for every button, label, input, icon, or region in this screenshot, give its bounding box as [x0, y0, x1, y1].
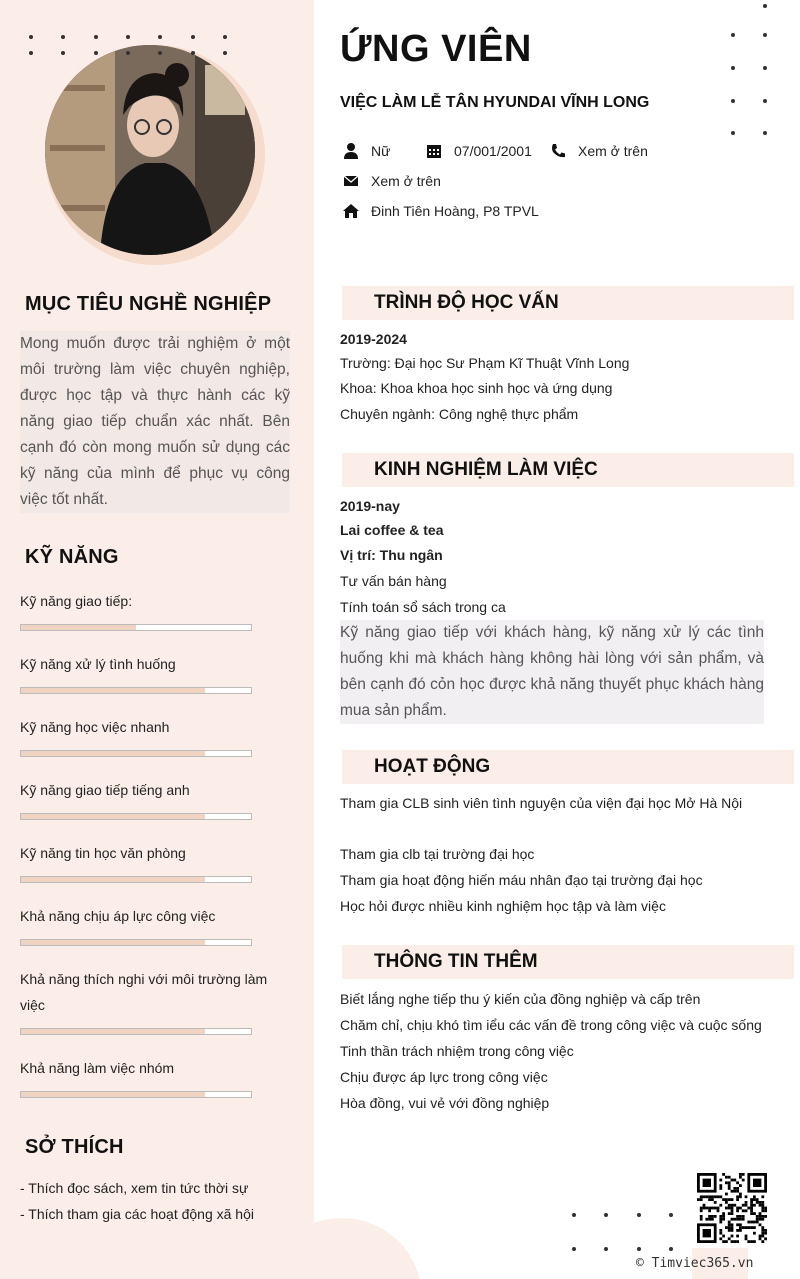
decorative-dot — [572, 1213, 576, 1217]
decorative-dot — [763, 66, 767, 70]
education-title: TRÌNH ĐỘ HỌC VẤN — [374, 292, 559, 313]
skill-bar — [20, 876, 252, 883]
skill-bar — [20, 687, 252, 694]
calendar-icon — [425, 142, 443, 160]
skill-bar — [20, 624, 252, 631]
decorative-dot — [731, 66, 735, 70]
decorative-dot — [604, 1247, 608, 1251]
activity-item: Học hỏi được nhiều kinh nghiệm học tập và làm việc — [340, 898, 666, 914]
decorative-dot — [223, 51, 227, 55]
objective-text: Mong muốn được trải nghiệm ở một môi trường làm việc chuyên nghiệp, được học tập và thực hành các kỹ năng giao tiếp chuẩn xác nhất. Bên cạnh đó còn mong muốn sử dụng các kỹ năng của mình để phục vụ công việc tốt nhất. — [20, 331, 290, 513]
decorative-dot — [126, 35, 130, 39]
skill-label: Kỹ năng giao tiếp: — [20, 593, 133, 609]
decorative-dot — [637, 1213, 641, 1217]
skill-label: Kỹ năng tin học văn phòng — [20, 845, 186, 861]
activity-item: Tham gia CLB sinh viên tình nguyện của viện đại học Mở Hà Nội — [340, 795, 743, 811]
footer-brand: © Timviec365.vn — [636, 1256, 754, 1271]
skill-label: Khả năng chịu áp lực công việc — [20, 908, 216, 924]
decorative-dot — [637, 1247, 641, 1251]
experience-task: Tư vấn bán hàng — [340, 573, 447, 589]
additional-title: THÔNG TIN THÊM — [374, 951, 538, 972]
activity-item: Tham gia hoạt động hiến máu nhân đạo tại trường đại học — [340, 872, 703, 888]
skill-bar — [20, 1028, 252, 1035]
decorative-dot — [763, 99, 767, 103]
skill-label: Kỹ năng xử lý tình huống — [20, 656, 176, 672]
skill-label: Khả năng thích nghi với môi trường làm việc — [20, 971, 268, 1013]
hobby-item: - Thích đọc sách, xem tin tức thời sự — [20, 1180, 249, 1196]
education-faculty: Khoa: Khoa khoa học sinh học và ứng dụng — [340, 380, 613, 396]
phone-info — [549, 142, 648, 160]
skill-bar-fill — [21, 751, 205, 756]
experience-title: KINH NGHIỆM LÀM VIỆC — [374, 459, 598, 480]
education-school: Trường: Đại học Sư Phạm Kĩ Thuật Vĩnh Long — [340, 355, 630, 371]
skill-bar-fill — [21, 688, 205, 693]
decorative-dot — [191, 51, 195, 55]
address-value: Đinh Tiên Hoàng, P8 TPVL — [371, 203, 539, 219]
additional-item: Chăm chỉ, chịu khó tìm iểu các vấn đề trong công việc và cuộc sống — [340, 1017, 762, 1033]
decorative-dot — [61, 35, 65, 39]
decorative-dot — [572, 1247, 576, 1251]
decorative-dot — [191, 35, 195, 39]
job-title: VIỆC LÀM LỄ TÂN HYUNDAI VĨNH LONG — [340, 94, 650, 111]
additional-item: Chịu được áp lực trong công việc — [340, 1069, 548, 1085]
skill-label: Kỹ năng giao tiếp tiếng anh — [20, 782, 190, 798]
activities-title: HOẠT ĐỘNG — [374, 756, 491, 777]
education-period: 2019-2024 — [340, 331, 407, 347]
skill-bar-fill — [21, 1092, 205, 1097]
skill-bar — [20, 750, 252, 757]
decorative-dot — [94, 35, 98, 39]
decorative-dot — [158, 35, 162, 39]
decorative-dot — [669, 1213, 673, 1217]
decorative-dot — [763, 131, 767, 135]
skills-title: KỸ NĂNG — [25, 546, 119, 568]
skill-bar-fill — [21, 814, 205, 819]
qr-code[interactable] — [697, 1173, 767, 1243]
skill-bar-fill — [21, 940, 205, 945]
birthday-info — [425, 142, 532, 160]
additional-item: Biết lắng nghe tiếp thu ý kiến của đồng nghiệp và cấp trên — [340, 991, 701, 1007]
experience-company: Lai coffee & tea — [340, 522, 444, 538]
skill-label: Khả năng làm việc nhóm — [20, 1060, 175, 1076]
decorative-dot — [731, 33, 735, 37]
decorative-dot — [94, 51, 98, 55]
experience-task: Tính toán sổ sách trong ca — [340, 599, 506, 615]
decorative-dot — [731, 131, 735, 135]
decorative-dot — [158, 51, 162, 55]
decorative-dot — [61, 51, 65, 55]
additional-item: Hòa đồng, vui vẻ với đồng nghiệp — [340, 1095, 550, 1111]
decorative-dot — [126, 51, 130, 55]
avatar — [45, 45, 255, 255]
person-icon — [342, 142, 360, 160]
email-value: Xem ở trên — [371, 173, 441, 189]
home-icon — [342, 202, 360, 220]
email-icon — [342, 172, 360, 190]
skill-label: Kỹ năng học việc nhanh — [20, 719, 170, 735]
experience-description: Kỹ năng giao tiếp với khách hàng, kỹ năng xử lý các tình huống khi mà khách hàng không hài lòng với sản phẩm, và bên cạnh đó cỏn học được khả năng thuyết phục khách hàng mua sản phẩm. — [340, 620, 764, 724]
gender-info — [342, 142, 390, 160]
decorative-dot — [29, 51, 33, 55]
decorative-dot — [223, 35, 227, 39]
skill-bar-fill — [21, 1029, 205, 1034]
decorative-dot — [29, 35, 33, 39]
education-major: Chuyên ngành: Công nghệ thực phẩm — [340, 406, 579, 422]
skill-bar — [20, 1091, 252, 1098]
hobbies-title: SỞ THÍCH — [25, 1136, 124, 1158]
experience-position: Vị trí: Thu ngân — [340, 547, 443, 563]
additional-item: Tinh thần trách nhiệm trong công việc — [340, 1043, 574, 1059]
skill-bar — [20, 939, 252, 946]
decorative-dot — [763, 33, 767, 37]
birthday-value: 07/001/2001 — [454, 143, 532, 159]
phone-icon — [549, 142, 567, 160]
email-info — [342, 172, 441, 190]
skill-bar-fill — [21, 625, 136, 630]
phone-value: Xem ở trên — [578, 143, 648, 159]
skill-bar — [20, 813, 252, 820]
decorative-dot — [669, 1247, 673, 1251]
decorative-dot — [731, 99, 735, 103]
address-info — [342, 202, 539, 220]
gender-value: Nữ — [371, 143, 391, 159]
candidate-name: ỨNG VIÊN — [340, 28, 532, 70]
decorative-dot — [604, 1213, 608, 1217]
decorative-dot — [763, 4, 767, 8]
skill-bar-fill — [21, 877, 205, 882]
experience-period: 2019-nay — [340, 498, 400, 514]
activity-item: Tham gia clb tại trường đại học — [340, 846, 535, 862]
objective-title: MỤC TIÊU NGHỀ NGHIỆP — [25, 293, 272, 315]
hobby-item: - Thích tham gia các hoạt động xã hội — [20, 1206, 254, 1222]
